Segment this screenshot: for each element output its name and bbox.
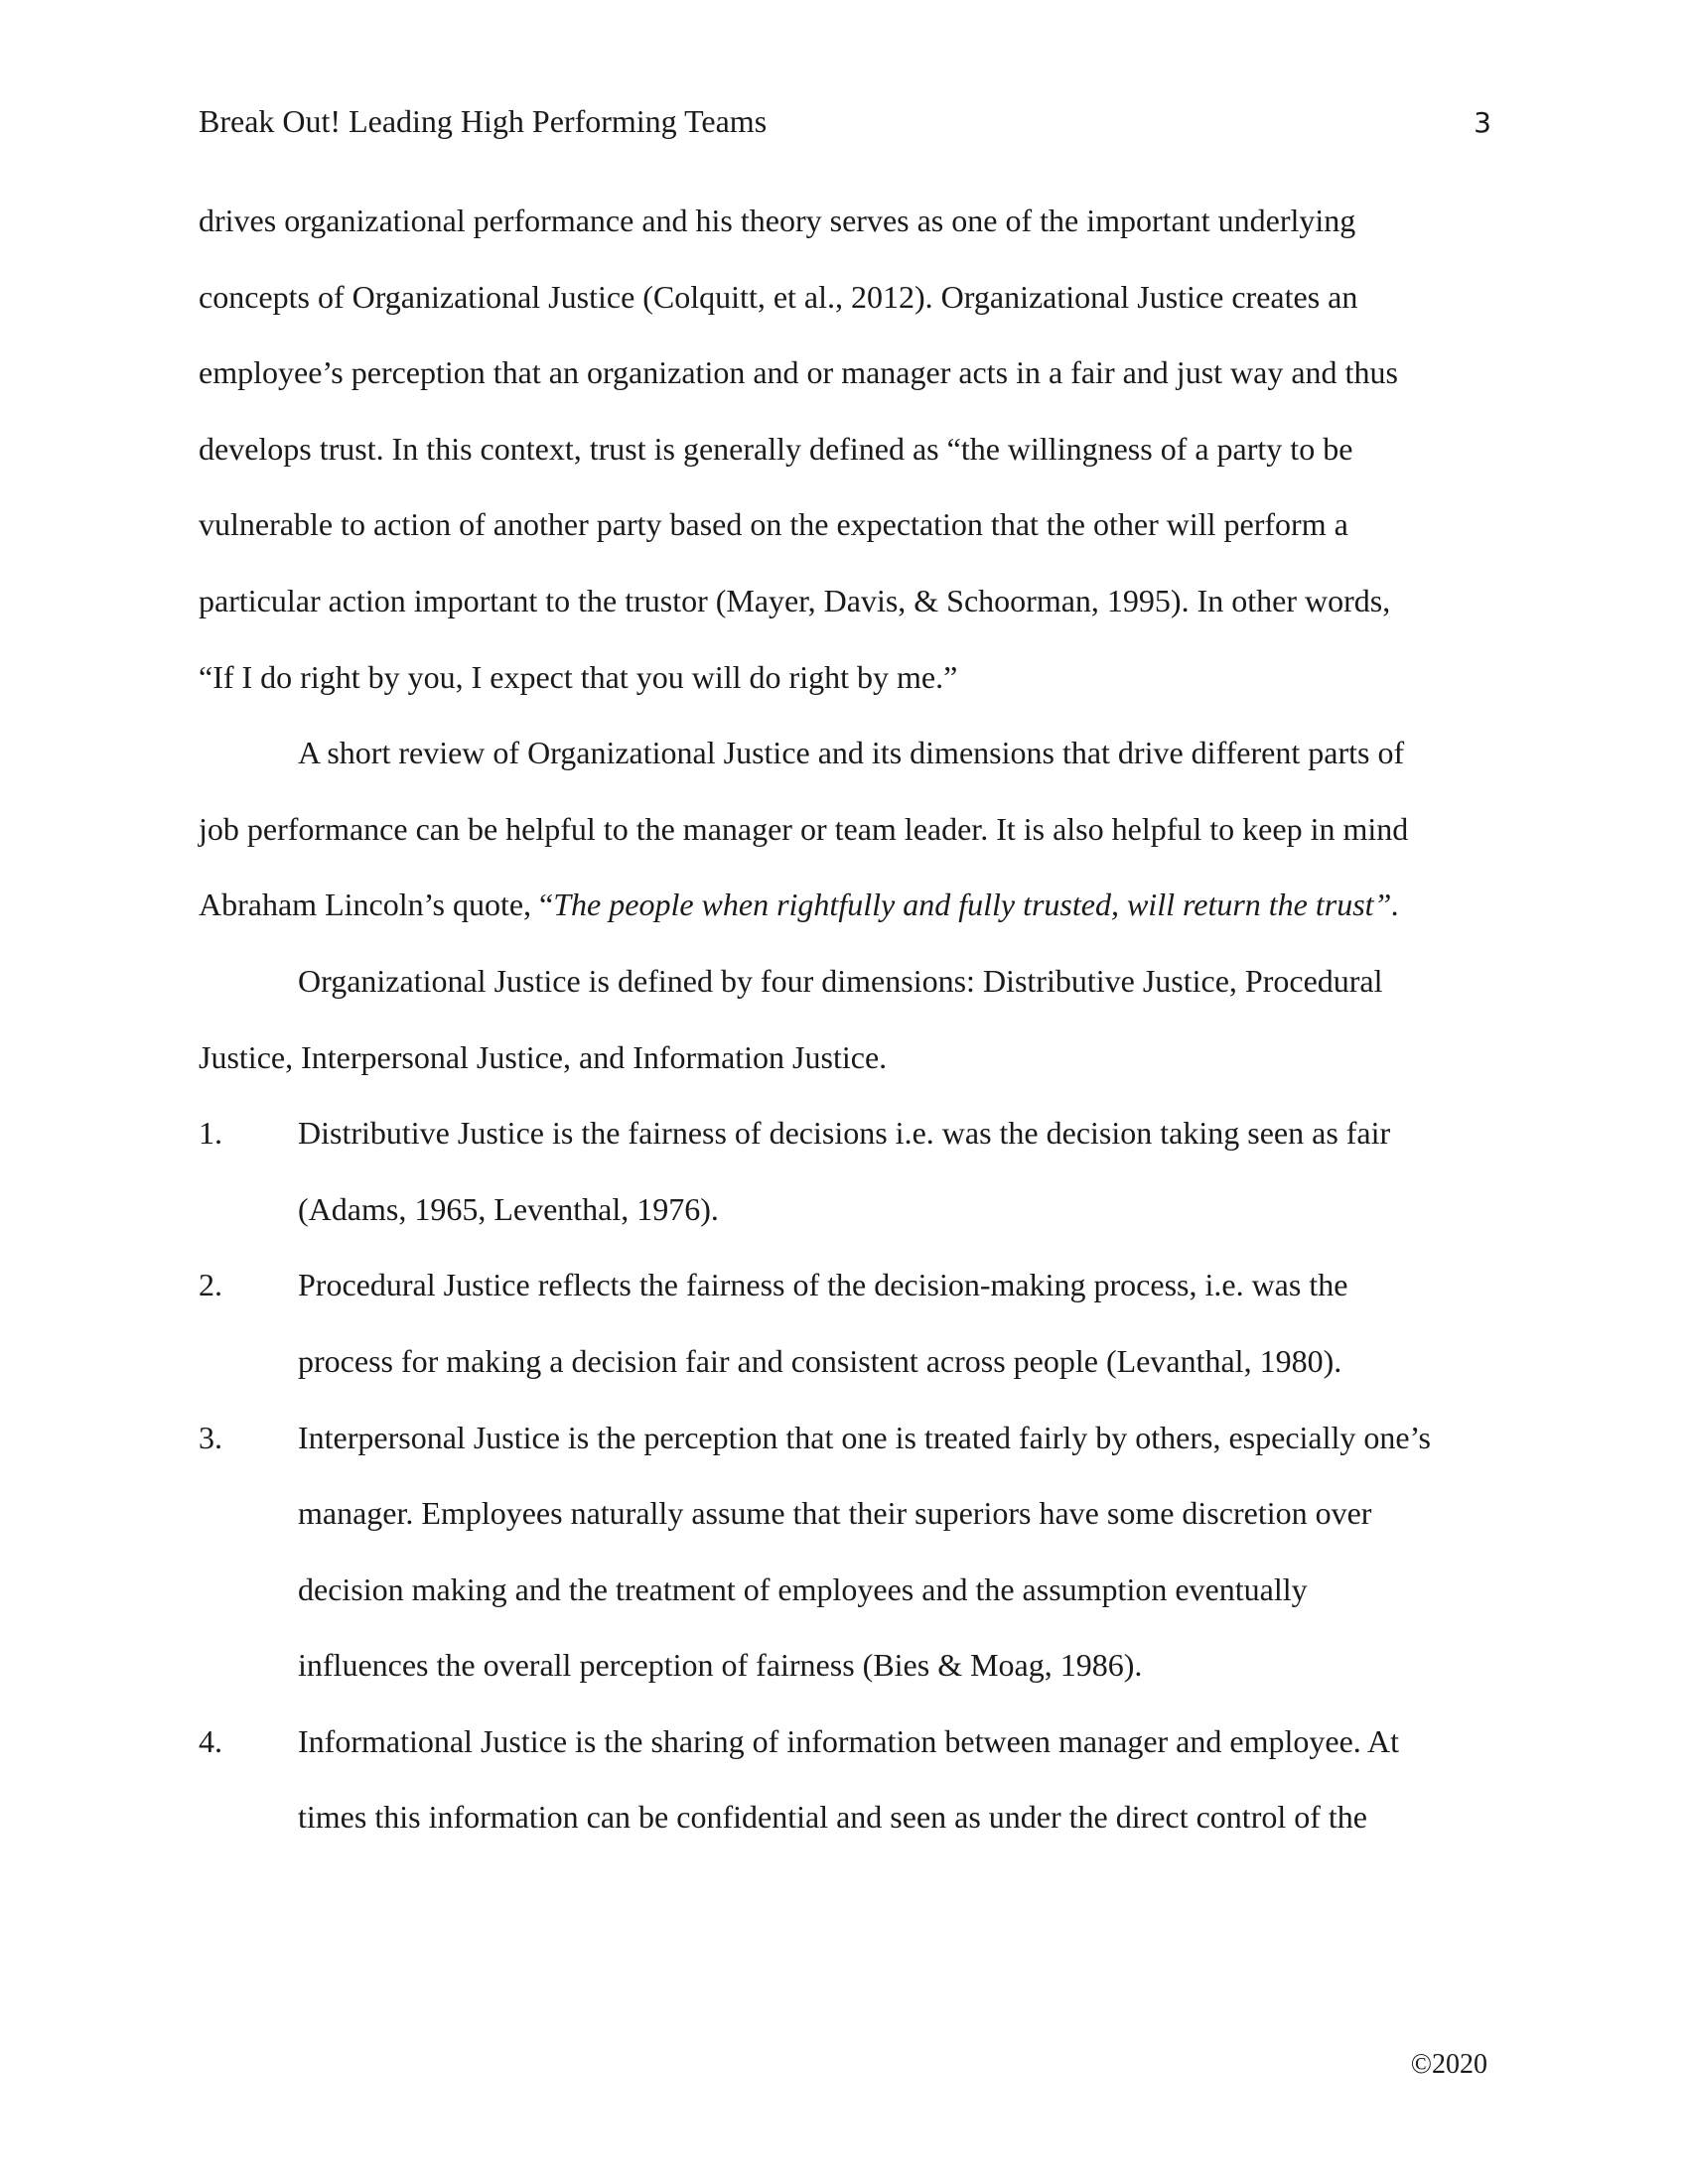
list-item bbox=[199, 1261, 1499, 1337]
list-item-continuation: influences the overall perception of fairness (Bies & Moag, 1986). bbox=[298, 1647, 1143, 1684]
list-item-continuation: (Adams, 1965, Leventhal, 1976). bbox=[298, 1190, 719, 1227]
paragraph-line: “If I do right by you, I expect that you will do right by me.” bbox=[199, 658, 958, 695]
body-text bbox=[199, 197, 1499, 1869]
copyright-notice: ©2020 bbox=[1410, 2049, 1487, 2080]
paragraph-line: Organizational Justice is defined by four dimensions: Distributive Justice, Procedural bbox=[298, 962, 1383, 999]
lincoln-quote-line bbox=[199, 881, 1499, 957]
list-item-text: Interpersonal Justice is the perception that one is treated fairly by others, especially one’s bbox=[298, 1419, 1431, 1455]
paragraph-line: Justice, Interpersonal Justice, and Information Justice. bbox=[199, 1038, 888, 1075]
list-item-continuation: process for making a decision fair and consistent across people (Levanthal, 1980). bbox=[298, 1342, 1342, 1379]
page-number: 3 bbox=[1474, 106, 1491, 139]
list-item-text: Distributive Justice is the fairness of decisions i.e. was the decision taking seen as fair bbox=[298, 1115, 1391, 1152]
paragraph-line: develops trust. In this context, trust is generally defined as “the willingness of a party to be bbox=[199, 430, 1353, 467]
paragraph-line: drives organizational performance and his theory serves as one of the important underlying bbox=[199, 203, 1356, 238]
list-item-continuation: manager. Employees naturally assume that their superiors have some discretion over bbox=[298, 1495, 1372, 1532]
paragraph-line: A short review of Organizational Justice and its dimensions that drive different parts of bbox=[298, 735, 1405, 771]
paragraph-line: job performance can be helpful to the manager or team leader. It is also helpful to keep in mind bbox=[199, 810, 1409, 847]
quote-lead-in: Abraham Lincoln’s quote, “ bbox=[199, 887, 554, 923]
list-item bbox=[199, 1109, 1499, 1185]
paragraph-line: particular action important to the trustor (Mayer, Davis, & Schoorman, 1995). In other words, bbox=[199, 582, 1391, 618]
list-item-text: Procedural Justice reflects the fairness of the decision-making process, i.e. was the bbox=[298, 1267, 1348, 1303]
paragraph-line: vulnerable to action of another party based on the expectation that the other will perform a bbox=[199, 506, 1348, 543]
list-item-number: 3. bbox=[199, 1419, 222, 1455]
list-item-continuation: decision making and the treatment of employees and the assumption eventually bbox=[298, 1570, 1308, 1607]
list-item-number: 4. bbox=[199, 1722, 222, 1759]
paragraph-line: employee’s perception that an organization and or manager acts in a fair and just way and thus bbox=[199, 354, 1398, 391]
list-item-text: Informational Justice is the sharing of information between manager and employee. At bbox=[298, 1722, 1399, 1759]
list-item bbox=[199, 1717, 1499, 1794]
list-item-number: 2. bbox=[199, 1267, 222, 1303]
list-item-number: 1. bbox=[199, 1115, 222, 1152]
running-head-title: Break Out! Leading High Performing Teams bbox=[199, 103, 768, 139]
list-item-continuation: times this information can be confidential and seen as under the direct control of the bbox=[298, 1799, 1367, 1836]
list-item bbox=[199, 1414, 1499, 1490]
paragraph-line: concepts of Organizational Justice (Colquitt, et al., 2012). Organizational Justice creates an bbox=[199, 278, 1358, 315]
lincoln-quote: The people when rightfully and fully trusted, will return the trust”. bbox=[553, 887, 1400, 923]
